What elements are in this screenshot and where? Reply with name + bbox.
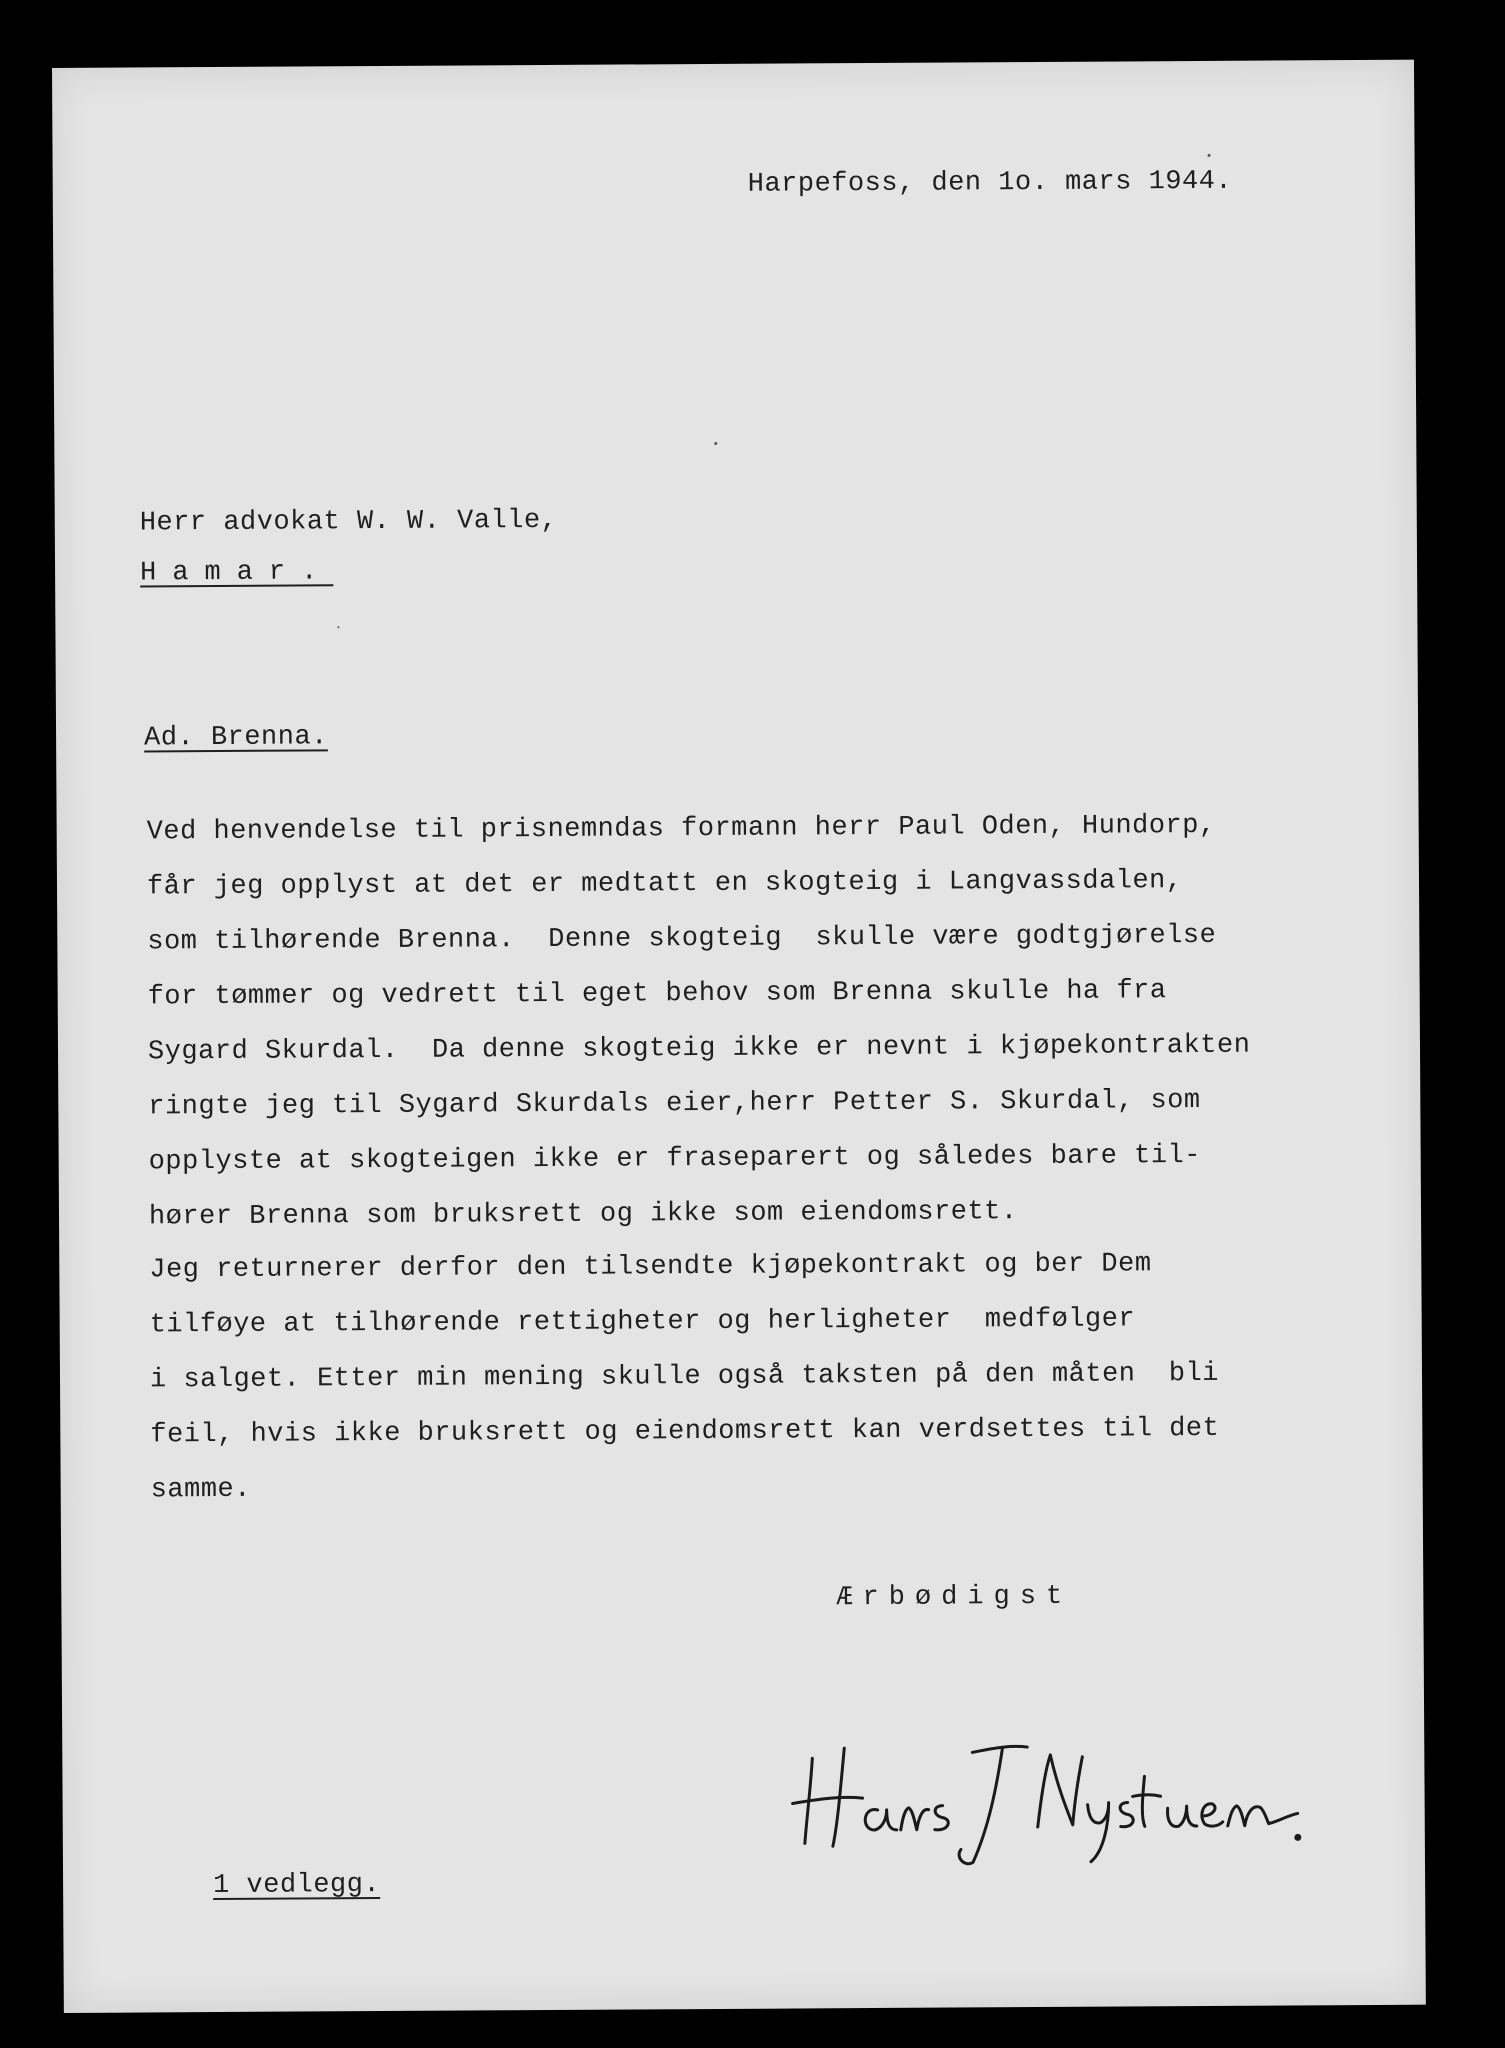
body-line: Ved henvendelse til prisnemndas formann herr Paul Oden, Hundorp, [146, 810, 1216, 848]
body-line: Sygard Skurdal. Da denne skogteig ikke er nevnt i kjøpekontrakten [147, 1030, 1251, 1068]
body-line: som tilhørende Brenna. Denne skogteig skulle være godtgjørelse [147, 920, 1217, 958]
closing: Ærbødigst [836, 1581, 1073, 1614]
place-date: Harpefoss, den 1o. mars 1944. [747, 166, 1233, 200]
body-line: tilføye at tilhørende rettigheter og herligheter medfølger [149, 1304, 1136, 1341]
paper-speck [714, 442, 717, 445]
body-line: feil, hvis ikke bruksrett og eiendomsrett kan verdsettes til det [150, 1413, 1220, 1451]
subject-line: Ad. Brenna. [144, 722, 328, 754]
handwritten-signature [782, 1715, 1303, 1868]
body-line: hører Brenna som bruksrett og ikke som eiendomsrett. [148, 1197, 1018, 1233]
recipient-city: Hamar. [139, 557, 334, 589]
body-line: samme. [150, 1474, 251, 1506]
body-line: i salget. Etter min mening skulle også taksten på den måten bli [149, 1358, 1220, 1396]
letter-sheet [52, 60, 1426, 2013]
body-line: får jeg opplyst at det er medtatt en skogteig i Langvassdalen, [146, 866, 1183, 903]
body-line: Jeg returnerer derfor den tilsendte kjøpekontrakt og ber Dem [149, 1249, 1152, 1286]
body-line: opplyste at skogteigen ikke er fraseparert og således bare til- [148, 1141, 1202, 1178]
paper-speck [337, 626, 339, 628]
body-line: for tømmer og vedrett til eget behov som Brenna skulle ha fra [147, 976, 1167, 1013]
recipient-name: Herr advokat W. W. Valle, [139, 505, 558, 539]
enclosure-note: 1 vedlegg. [213, 1870, 381, 1902]
paper-speck [1208, 154, 1211, 157]
body-line: ringte jeg til Sygard Skurdals eier,herr Petter S. Skurdal, som [148, 1086, 1201, 1123]
